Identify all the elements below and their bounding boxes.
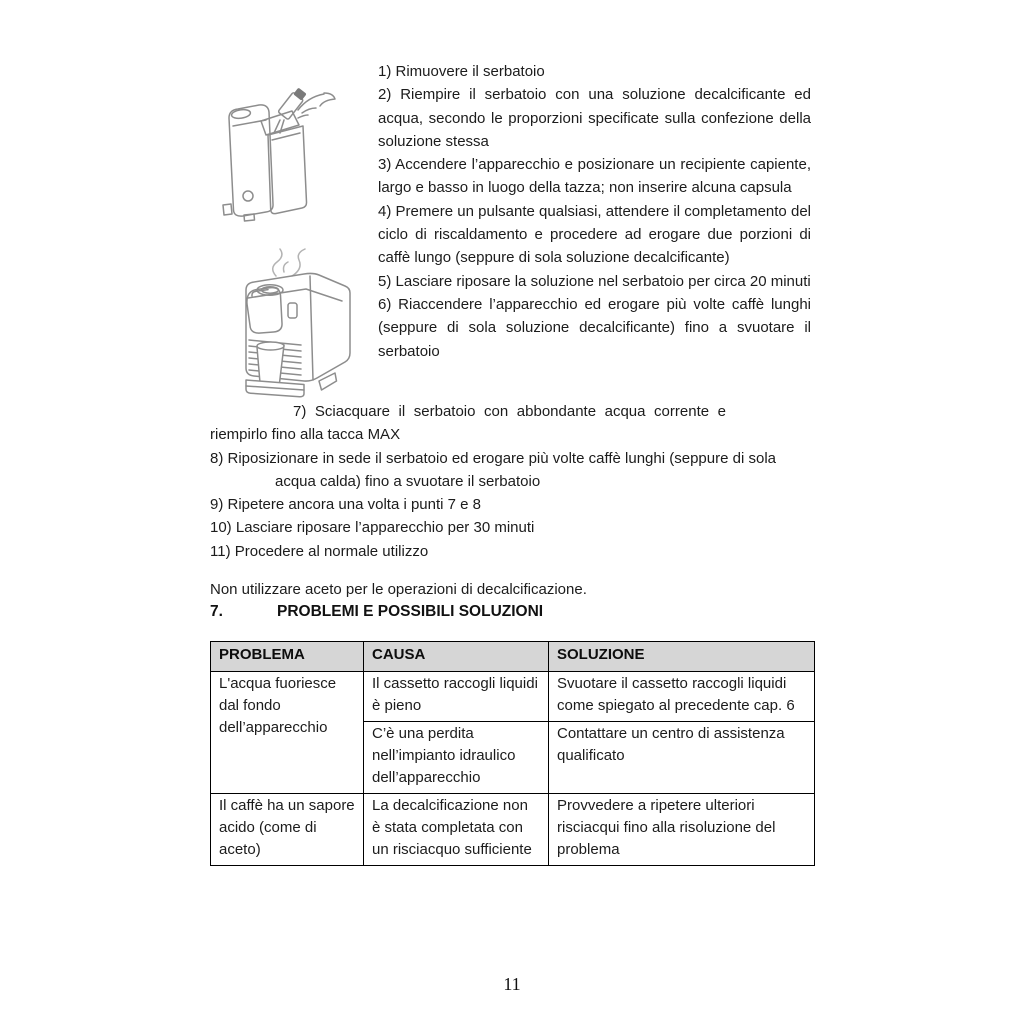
cell-soluzione-1a: Svuotare il cassetto raccogli liquidi come spiegato al precedente cap. 6 [549, 672, 815, 722]
step-9: 9) Ripetere ancora una volta i punti 7 e 8 [210, 496, 482, 514]
page-number: 11 [503, 974, 521, 994]
step-8: 8) Riposizionare in sede il serbatoio ed erogare più volte caffè lunghi (seppure di sola acqua calda) fino a svuotare il serbatoio [210, 449, 776, 490]
dispense-coffee-figure [216, 246, 364, 400]
section-heading [210, 603, 543, 621]
vinegar-warning-note: Non utilizzare aceto per le operazioni di decalcificazione. [210, 581, 587, 599]
step-3: 3) Accendere l’apparecchio e posizionare un recipiente capiente, largo e basso in luogo della tazza; non inserire alcuna capsula [378, 156, 811, 197]
steps-column [378, 60, 811, 400]
step-2: 2) Riempire il serbatoio con una soluzione decalcificante ed acqua, secondo le proporzioni specificate sulla confezione della soluzione stessa [378, 86, 811, 150]
figures-column [210, 60, 378, 400]
step-4: 4) Premere un pulsante qualsiasi, attendere il completamento del ciclo di riscaldamento e procedere ad erogare due porzioni di caffè lungo (seppure di sola soluzione decalcificante) [378, 202, 811, 267]
table-row [211, 672, 815, 722]
table-row [211, 794, 815, 866]
cell-problema-2: Il caffè ha un sapore acido (come di aceto) [211, 794, 364, 866]
section-title: PROBLEMI E POSSIBILI SOLUZIONI [277, 603, 544, 620]
header-problema: PROBLEMA [211, 642, 364, 672]
step-10: 10) Lasciare riposare l’apparecchio per 30 minuti [210, 519, 535, 537]
cell-problema-1: L'acqua fuoriesce dal fondo dell’apparecchio [211, 672, 364, 794]
cell-soluzione-1b: Contattare un centro di assistenza qualificato [549, 722, 815, 794]
troubleshooting-table [210, 641, 815, 866]
cell-causa-1b: C’è una perdita nell’impianto idraulico dell’apparecchio [364, 722, 549, 794]
cell-causa-2: La decalcificazione non è stata completata con un risciacquo sufficiente [364, 794, 549, 866]
steps-with-figures [210, 60, 811, 400]
step-6: 6) Riaccendere l’apparecchio ed erogare più volte caffè lunghi (seppure di sola soluzione decalcificante) fino a svuotare il serbatoio [378, 295, 811, 360]
descaling-instructions [210, 60, 811, 616]
cell-causa-1a: Il cassetto raccogli liquidi è pieno [364, 672, 549, 722]
header-causa: CAUSA [364, 642, 549, 672]
step-1: 1) Rimuovere il serbatoio [378, 63, 545, 80]
step-5: 5) Lasciare riposare la soluzione nel serbatoio per circa 20 minuti [378, 272, 811, 290]
pour-descaler-figure [214, 84, 338, 230]
section-number: 7. [210, 603, 223, 620]
table-header-row [211, 642, 815, 672]
step-7: 7) Sciacquare il serbatoio con abbondante acqua corrente e riempirlo fino alla tacca MAX [210, 403, 726, 444]
step-11: 11) Procedere al normale utilizzo [210, 542, 429, 560]
header-soluzione: SOLUZIONE [549, 642, 815, 672]
cell-soluzione-2: Provvedere a ripetere ulteriori risciacqui fino alla risoluzione del problema [549, 794, 815, 866]
